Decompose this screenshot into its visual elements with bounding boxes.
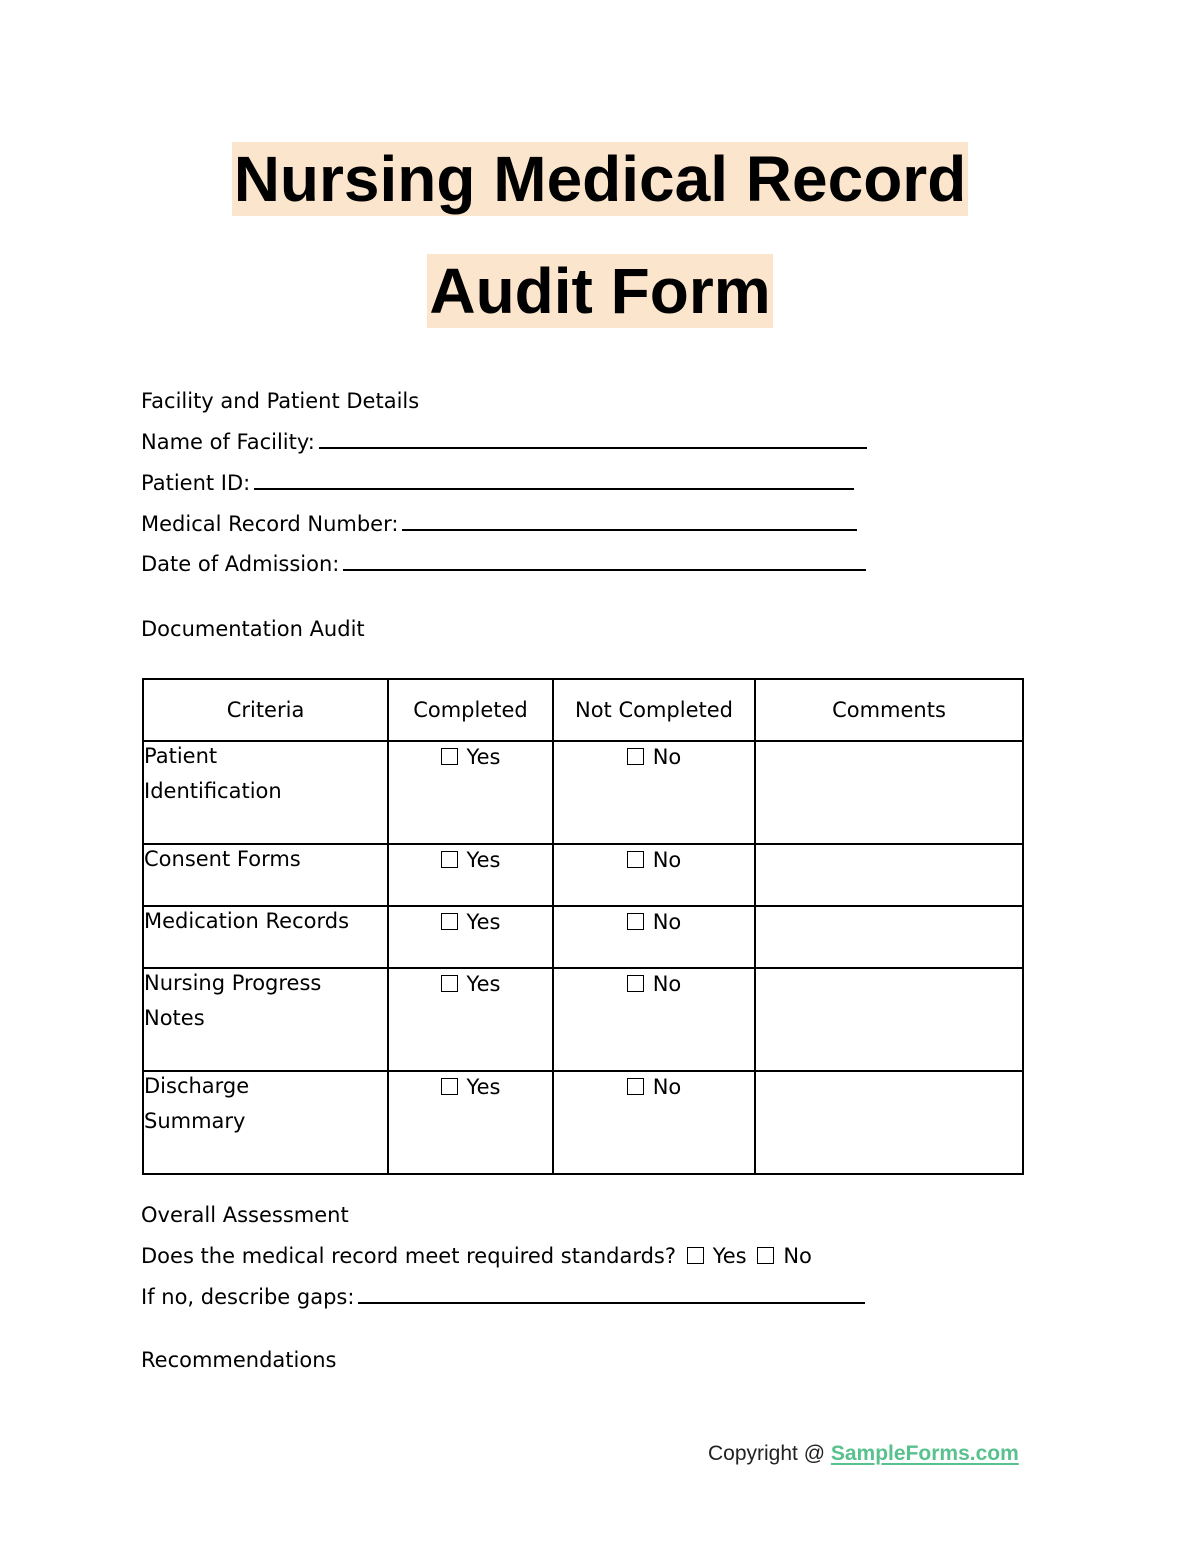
standards-yes-label: Yes bbox=[712, 1244, 747, 1268]
no-checkbox[interactable] bbox=[627, 913, 644, 930]
no-checkbox[interactable] bbox=[627, 1078, 644, 1095]
completed-cell bbox=[388, 844, 553, 906]
gaps-blank[interactable] bbox=[358, 1286, 865, 1304]
column-header-comments: Comments bbox=[755, 679, 1023, 741]
copyright-text: Copyright @ bbox=[708, 1442, 826, 1465]
yes-checkbox[interactable] bbox=[441, 748, 458, 765]
table-header-row bbox=[143, 679, 1023, 741]
no-checkbox[interactable] bbox=[627, 748, 644, 765]
completed-cell bbox=[388, 741, 553, 844]
table-row bbox=[143, 968, 1023, 1071]
admission-date-field bbox=[141, 550, 866, 578]
criteria-cell bbox=[143, 741, 388, 844]
completed-cell bbox=[388, 1071, 553, 1174]
form-title-text-2: Audit Form bbox=[429, 255, 771, 327]
patient-id-blank[interactable] bbox=[254, 472, 854, 490]
column-header-not-completed: Not Completed bbox=[553, 679, 755, 741]
not-completed-cell bbox=[553, 844, 755, 906]
patient-id-field bbox=[141, 469, 854, 497]
yes-label: Yes bbox=[466, 910, 501, 934]
comments-cell[interactable] bbox=[755, 741, 1023, 844]
facility-section-heading: Facility and Patient Details bbox=[141, 389, 420, 413]
overall-section-heading: Overall Assessment bbox=[141, 1203, 349, 1227]
form-title-line-2 bbox=[0, 254, 1200, 328]
comments-cell[interactable] bbox=[755, 968, 1023, 1071]
not-completed-cell bbox=[553, 741, 755, 844]
sampleforms-link[interactable]: SampleForms.com bbox=[830, 1442, 1019, 1465]
no-label: No bbox=[652, 848, 682, 872]
no-label: No bbox=[652, 745, 682, 769]
gaps-field bbox=[141, 1283, 865, 1311]
criteria-text-line-2: Identification bbox=[144, 779, 282, 803]
standards-question-row bbox=[141, 1242, 812, 1270]
no-checkbox[interactable] bbox=[627, 851, 644, 868]
standards-question: Does the medical record meet required standards? bbox=[141, 1244, 677, 1268]
criteria-text-line-1: Nursing Progress bbox=[144, 971, 322, 995]
criteria-text-line-2: Notes bbox=[144, 1006, 205, 1030]
medical-record-number-label: Medical Record Number: bbox=[141, 512, 399, 536]
criteria-text-line-1: Patient bbox=[144, 744, 218, 768]
documentation-section-heading: Documentation Audit bbox=[141, 617, 365, 641]
comments-cell[interactable] bbox=[755, 1071, 1023, 1174]
medical-record-number-field bbox=[141, 510, 857, 538]
criteria-cell bbox=[143, 968, 388, 1071]
no-checkbox[interactable] bbox=[627, 975, 644, 992]
recommendations-section-heading: Recommendations bbox=[141, 1348, 337, 1372]
completed-cell bbox=[388, 968, 553, 1071]
yes-checkbox[interactable] bbox=[441, 851, 458, 868]
criteria-text-line-2: Summary bbox=[144, 1109, 246, 1133]
yes-label: Yes bbox=[466, 1075, 501, 1099]
criteria-cell bbox=[143, 844, 388, 906]
not-completed-cell bbox=[553, 1071, 755, 1174]
not-completed-cell bbox=[553, 906, 755, 968]
admission-date-blank[interactable] bbox=[343, 553, 866, 571]
no-label: No bbox=[652, 910, 682, 934]
criteria-text-line-1: Discharge bbox=[144, 1074, 250, 1098]
yes-label: Yes bbox=[466, 745, 501, 769]
criteria-text-line-1: Medication Records bbox=[144, 909, 350, 933]
comments-cell[interactable] bbox=[755, 844, 1023, 906]
table-row bbox=[143, 1071, 1023, 1174]
facility-name-field bbox=[141, 428, 867, 456]
form-title-line-1 bbox=[0, 142, 1200, 216]
standards-no-checkbox[interactable] bbox=[757, 1247, 774, 1264]
admission-date-label: Date of Admission: bbox=[141, 552, 340, 576]
yes-checkbox[interactable] bbox=[441, 1078, 458, 1095]
yes-label: Yes bbox=[466, 848, 501, 872]
completed-cell bbox=[388, 906, 553, 968]
yes-label: Yes bbox=[466, 972, 501, 996]
documentation-audit-table bbox=[142, 678, 1024, 1175]
not-completed-cell bbox=[553, 968, 755, 1071]
facility-name-label: Name of Facility: bbox=[141, 430, 315, 454]
standards-no-label: No bbox=[783, 1244, 812, 1268]
patient-id-label: Patient ID: bbox=[141, 471, 251, 495]
table-row bbox=[143, 906, 1023, 968]
comments-cell[interactable] bbox=[755, 906, 1023, 968]
form-title-text-1: Nursing Medical Record bbox=[233, 143, 967, 215]
column-header-completed: Completed bbox=[388, 679, 553, 741]
standards-yes-checkbox[interactable] bbox=[687, 1247, 704, 1264]
no-label: No bbox=[652, 1075, 682, 1099]
criteria-cell bbox=[143, 1071, 388, 1174]
table-row bbox=[143, 741, 1023, 844]
facility-name-blank[interactable] bbox=[319, 431, 867, 449]
medical-record-number-blank[interactable] bbox=[402, 513, 857, 531]
criteria-text-line-1: Consent Forms bbox=[144, 847, 301, 871]
no-label: No bbox=[652, 972, 682, 996]
gaps-label: If no, describe gaps: bbox=[141, 1285, 355, 1309]
copyright-footer bbox=[708, 1440, 1019, 1468]
yes-checkbox[interactable] bbox=[441, 913, 458, 930]
column-header-criteria: Criteria bbox=[143, 679, 388, 741]
table-row bbox=[143, 844, 1023, 906]
criteria-cell bbox=[143, 906, 388, 968]
yes-checkbox[interactable] bbox=[441, 975, 458, 992]
